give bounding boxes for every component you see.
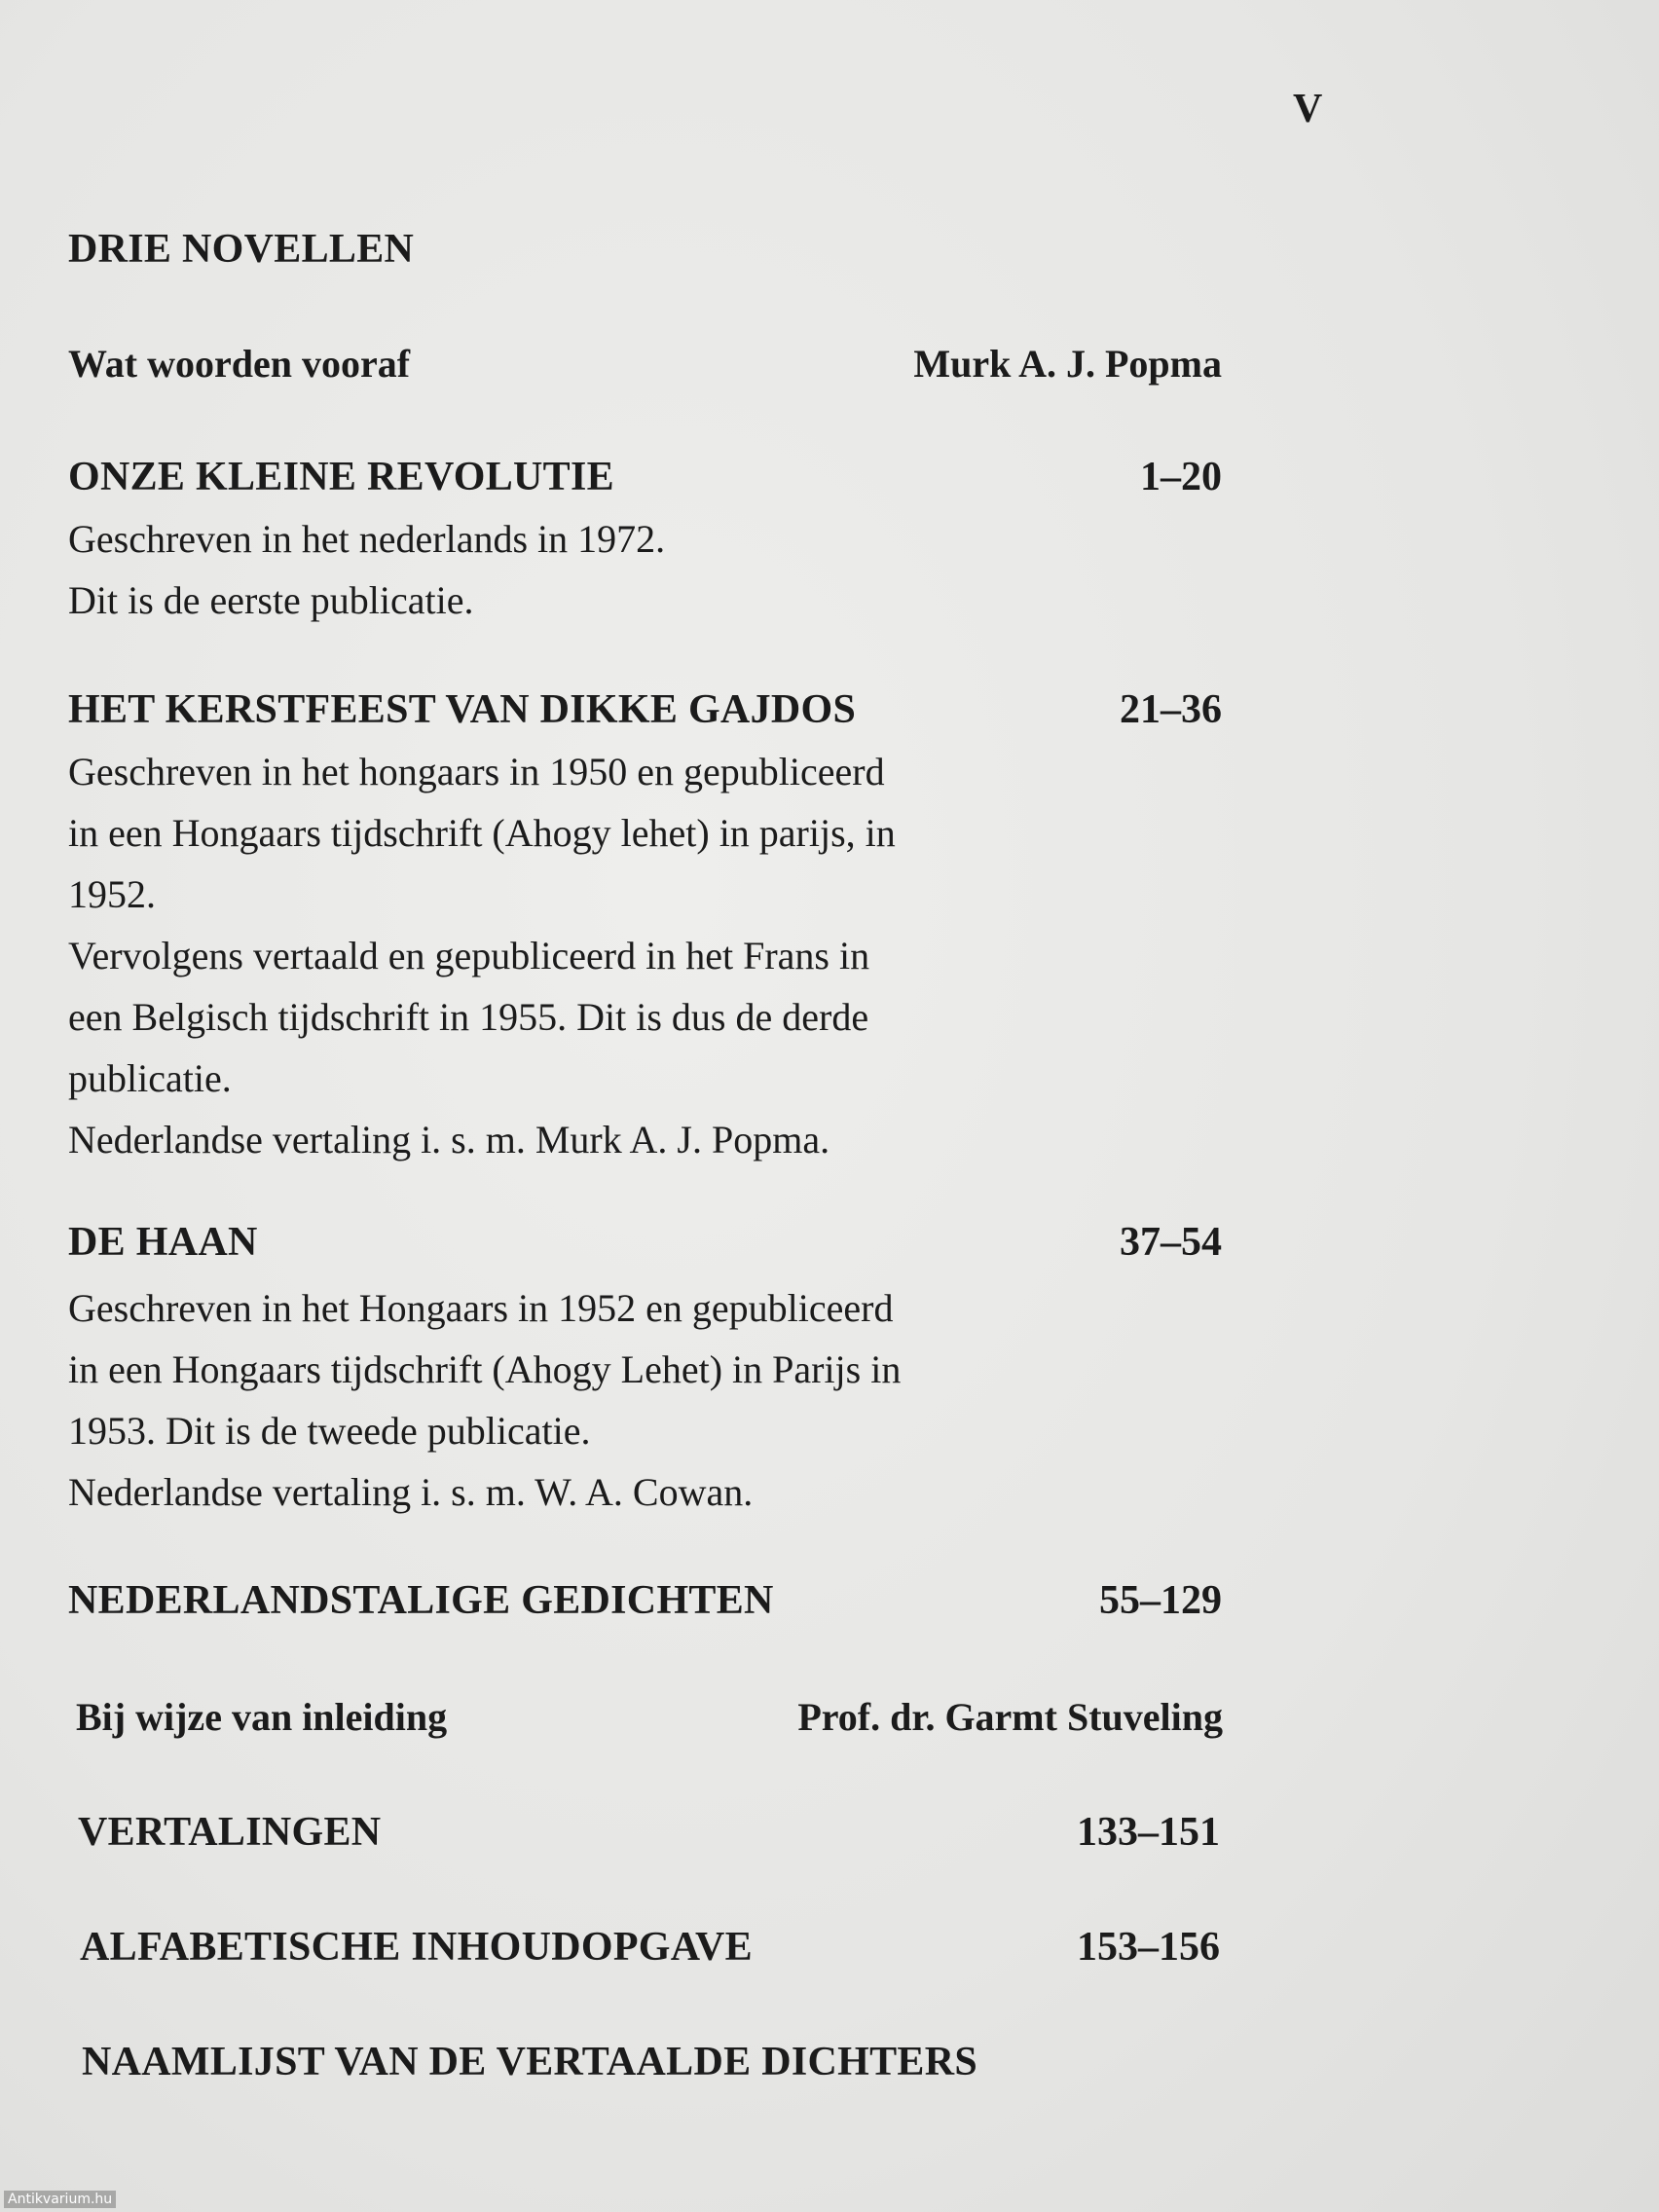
translations-title: VERTALINGEN [78,1810,382,1855]
page-range: 1–20 [1140,455,1222,499]
description-line: in een Hongaars tijdschrift (Ahogy Lehet) in Parijs in [68,1347,902,1391]
description-line: Geschreven in het hongaars in 1950 en gepubliceerd [68,750,885,793]
foreword-row [68,341,1222,387]
description-line: 1953. Dit is de tweede publicatie. [68,1409,591,1453]
description-line: in een Hongaars tijdschrift (Ahogy lehet) in parijs, in [68,811,896,855]
section-title: DRIE NOVELLEN [68,227,415,272]
description-line: Geschreven in het Hongaars in 1952 en gepubliceerd [68,1286,894,1330]
page-range: 153–156 [1077,1925,1220,1970]
page-range: 21–36 [1120,687,1222,732]
introduction-row [76,1694,1223,1740]
description-line: een Belgisch tijdschrift in 1955. Dit is dus de derde [68,995,869,1039]
introduction-label: Bij wijze van inleiding [76,1695,448,1739]
description-line: publicatie. [68,1056,232,1100]
page-range: 37–54 [1120,1220,1222,1265]
foreword-author: Murk A. J. Popma [913,342,1222,386]
description-line: Nederlandse vertaling i. s. m. Murk A. J. Popma. [68,1118,830,1161]
section-title-row [68,226,1222,273]
novella-title: DE HAAN [68,1220,258,1265]
novella-description [68,1277,1090,1523]
novella-title: HET KERSTFEEST VAN DIKKE GAJDOS [68,687,857,732]
description-line: Geschreven in het nederlands in 1972. [68,517,666,561]
description-line: Vervolgens vertaald en gepubliceerd in het Frans in [68,934,870,977]
poems-title: NEDERLANDSTALIGE GEDICHTEN [68,1578,774,1623]
description-line: 1952. [68,872,156,916]
toc-entry-translations [78,1809,1220,1856]
toc-entry-poets-list [82,2039,1235,2085]
description-line: Dit is de eerste publicatie. [68,578,474,622]
toc-entry-novella-3 [68,1219,1222,1266]
novella-description [68,508,1090,631]
foreword-label: Wat woorden vooraf [68,342,411,386]
page-range: 55–129 [1099,1578,1222,1623]
page-range: 133–151 [1077,1810,1220,1855]
novella-description [68,741,1090,1170]
toc-entry-novella-2 [68,686,1222,733]
toc-entry-poems [68,1577,1222,1624]
description-line: Nederlandse vertaling i. s. m. W. A. Cowan. [68,1470,754,1514]
introduction-author: Prof. dr. Garmt Stuveling [797,1695,1223,1739]
toc-entry-novella-1 [68,454,1222,500]
index-title: ALFABETISCHE INHOUDOPGAVE [80,1925,753,1970]
toc-entry-index [80,1924,1220,1971]
watermark: Antikvarium.hu [4,2191,116,2208]
poets-list-title: NAAMLIJST VAN DE VERTAALDE DICHTERS [82,2040,978,2084]
page-number: V [1293,87,1323,131]
novella-title: ONZE KLEINE REVOLUTIE [68,455,614,499]
